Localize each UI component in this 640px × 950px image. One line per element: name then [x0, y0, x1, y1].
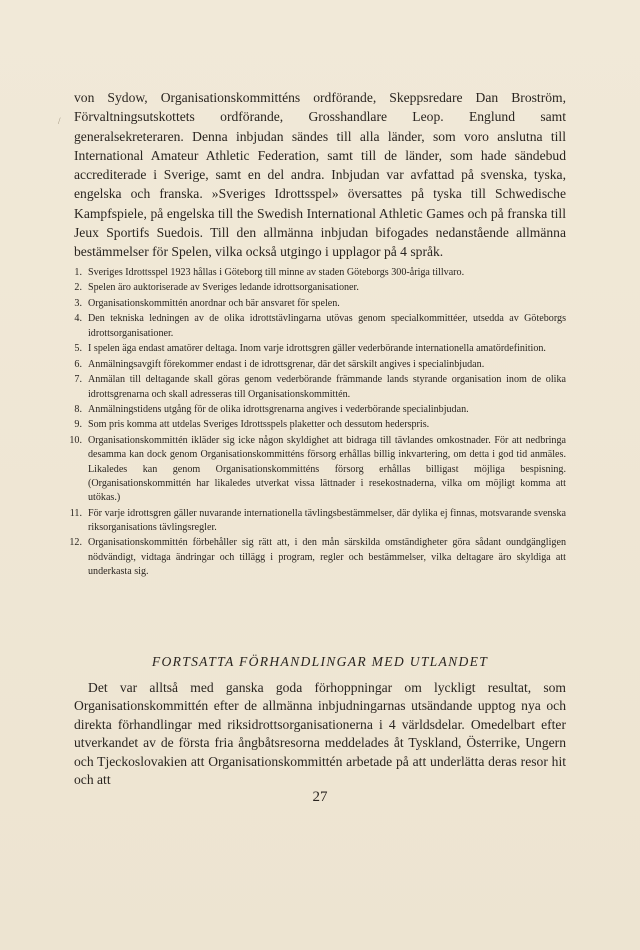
rule-number: 9.	[74, 419, 82, 431]
margin-pencil-mark: /	[58, 116, 61, 126]
rule-number: 12.	[69, 537, 82, 549]
rule-number: 10.	[69, 434, 82, 446]
list-item	[62, 373, 566, 402]
rule-number: 5.	[74, 343, 82, 355]
rule-text: Organisationskommittén förbehåller sig rätt att, i den mån särskilda omständigheter göra sådant oundgängligen nödvändigt, vidtaga ändringar och tillägg i program, regler och bestämmelser, vilka deltagare äro skyldiga att underkasta sig.	[88, 537, 566, 577]
list-item	[62, 536, 566, 579]
page-number: 27	[312, 789, 328, 805]
list-item	[62, 507, 566, 536]
rule-text: Som pris komma att utdelas Sveriges Idrottsspels plaketter och dessutom hederspris.	[88, 419, 430, 431]
list-item	[62, 281, 566, 295]
rule-text: Den tekniska ledningen av de olika idrottstävlingarna utövas genom specialkommittéer, utsedda av Göteborgs idrottsorganisationer.	[88, 313, 566, 339]
rule-number: 8.	[74, 403, 82, 415]
rule-text: I spelen äga endast amatörer deltaga. Inom varje idrottsgren gäller vederbörande internationella amatördefinition.	[88, 343, 546, 355]
rule-number: 1.	[74, 267, 82, 278]
rules-list	[62, 266, 566, 580]
list-item	[62, 434, 566, 505]
rule-text: Spelen äro auktoriserade av Sveriges ledande idrottsorganisationer.	[88, 282, 359, 294]
list-item	[62, 297, 566, 311]
list-item	[62, 418, 566, 432]
rule-number: 4.	[74, 313, 82, 325]
section-heading: FORTSATTA FÖRHANDLINGAR MED UTLANDET	[151, 654, 489, 669]
list-item	[62, 342, 566, 356]
list-item	[62, 312, 566, 341]
intro-paragraph: von Sydow, Organisationskommitténs ordförande, Skeppsredare Dan Broström, Förvaltningsutskottets ordförande, Grosshandlare Leop. Englund samt generalsekreteraren. Denna inbjudan sändes till alla länder, som voro anslutna till International Amateur Athletic Federation, samt till de länder, som hade sändebud accrediterade i Sverige, samt en del andra. Inbjudan var avfattad på svenska, tyska, engelska och franska. »Sveriges Idrottsspel» översattes på tyska till Schwedische Kampfspiele, på engelska till the Swedish International Athletic Games och på franska till Jeux Sportifs Suedois. Till den allmänna inbjudan bifogades nedanstående allmänna bestämmelser för Spelen, vilka också utgingo i upplagor på 4 språk.	[74, 90, 566, 260]
rule-text: Anmälan till deltagande skall göras genom vederbörande främmande lands styrande organisation inom de olika idrottsgrenarna och skall adresseras till Organisationskommittén.	[88, 374, 566, 400]
rule-number: 6.	[74, 358, 82, 370]
rule-text: Organisationskommittén ikläder sig icke någon skyldighet att bidraga till tävlandes omkostnader. För att nedbringa desamma kan dock genom Organisationskommitténs försorg erhållas billig inkvartering, om detta i god tid anmäles. Likaledes kan genom Organisationskommitténs försorg erhållas billigast möjliga bespisning. (Organisationskommittén har likaledes utverkat vissa lättnader i resekostnaderna, vilka om möjligt komma att utökas.)	[88, 434, 566, 504]
rule-text: Organisationskommittén anordnar och bär ansvaret för spelen.	[88, 297, 340, 309]
list-item	[62, 403, 566, 417]
rule-text: Sveriges Idrottsspel 1923 hållas i Göteborg till minne av staden Göteborgs 300-åriga tillvaro.	[88, 267, 465, 278]
list-item	[62, 266, 566, 280]
rule-text: Anmälningsavgift förekommer endast i de idrottsgrenar, där det särskilt angives i specialinbjudan.	[88, 358, 485, 370]
rule-number: 2.	[74, 282, 82, 294]
list-item	[62, 358, 566, 372]
closing-paragraph: Det var alltså med ganska goda förhoppningar om lyckligt resultat, som Organisationskommittén efter de allmänna inbjudningarnas utsändande upptog nya och direkta förhandlingar med riksidrottsorganisationerna i 4 världsdelar. Omedelbart efter utverkandet av de första fria ångbåtsresorna meddelades åt Tyskland, Österrike, Ungern och Tjeckoslovakien att Organisationskommittén arbetade på att underlätta deras resor hit och att	[74, 680, 566, 788]
rule-number: 11.	[69, 507, 82, 519]
rule-text: För varje idrottsgren gäller nuvarande internationella tävlingsbestämmelser, där dylika ej finnas, motsvarande svenska riksorganisations tävlingsregler.	[88, 507, 566, 533]
rule-text: Anmälningstidens utgång för de olika idrottsgrenarna angives i vederbörande specialinbjudan.	[88, 403, 469, 415]
rule-number: 3.	[74, 297, 82, 309]
rule-number: 7.	[74, 374, 82, 386]
